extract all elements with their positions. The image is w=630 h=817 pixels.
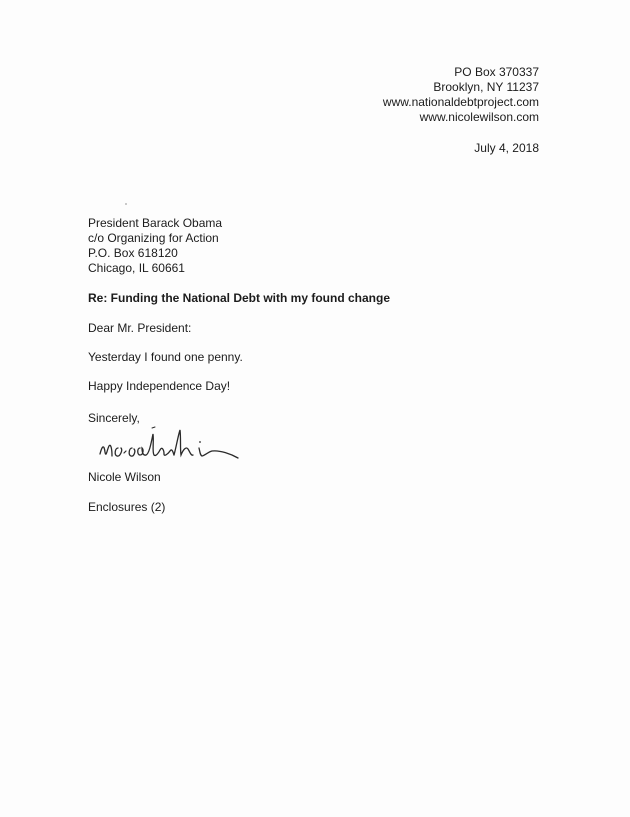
- enclosures-note: Enclosures (2): [88, 500, 166, 514]
- salutation: Dear Mr. President:: [88, 321, 192, 335]
- letter-date: July 4, 2018: [474, 141, 539, 155]
- subject-line: Re: Funding the National Debt with my found change: [88, 291, 390, 305]
- body-paragraph-1: Yesterday I found one penny.: [88, 350, 243, 364]
- return-address-website-2: www.nicolewilson.com: [419, 110, 539, 124]
- handwritten-signature: [96, 424, 246, 468]
- return-address-po-box: PO Box 370337: [454, 65, 539, 79]
- recipient-name: President Barack Obama: [88, 216, 223, 230]
- return-address: [383, 65, 539, 125]
- signer-name: Nicole Wilson: [88, 470, 161, 484]
- closing: Sincerely,: [88, 411, 140, 425]
- return-address-website-1: www.nationaldebtproject.com: [382, 95, 539, 109]
- recipient-city: Chicago, IL 60661: [88, 261, 185, 275]
- body-paragraph-2: Happy Independence Day!: [88, 379, 231, 393]
- return-address-city: Brooklyn, NY 11237: [433, 80, 539, 94]
- paper-speck: [125, 203, 127, 205]
- recipient-organization: c/o Organizing for Action: [88, 231, 219, 245]
- recipient-po-box: P.O. Box 618120: [88, 246, 178, 260]
- recipient-address: [88, 216, 222, 276]
